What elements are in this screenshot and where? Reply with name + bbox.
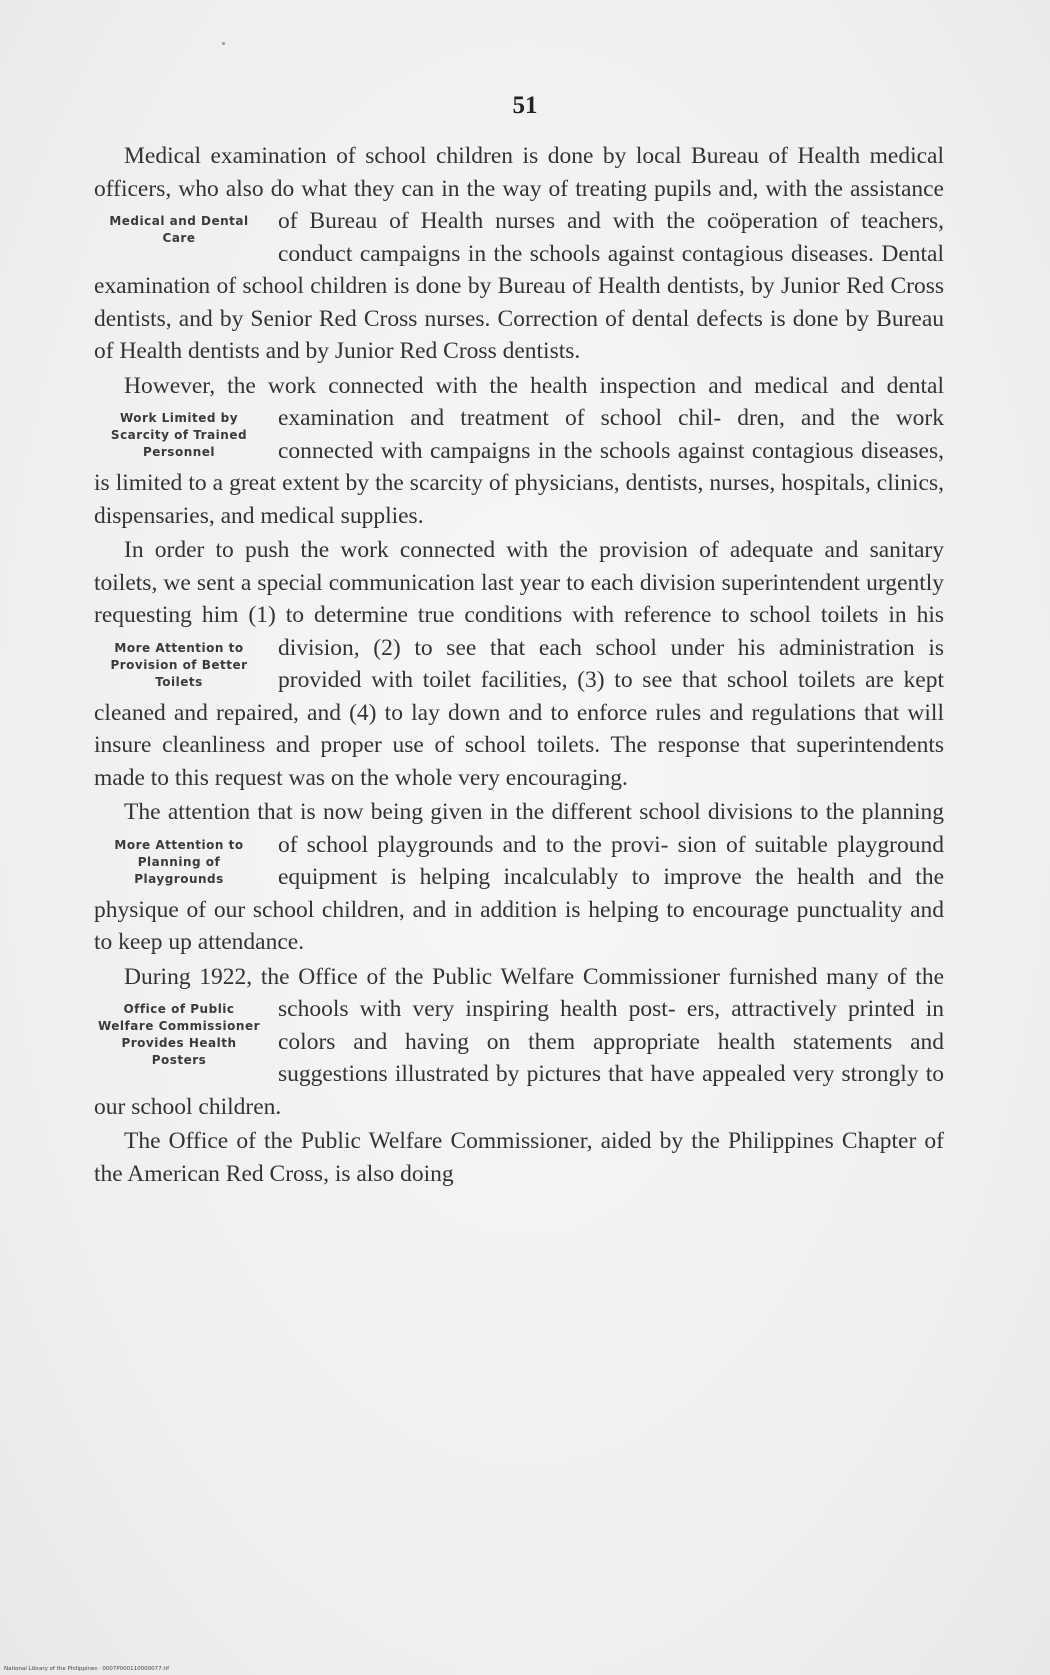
paragraph-text-lead: In order to push the work connected with the provision of adequate and sanitary toilets, we sent a special communication last year to each division superintendent urgently requesting him (1) to determine true conditions with reference to school bbox=[94, 537, 944, 628]
paragraph-medical-examination bbox=[94, 140, 944, 368]
paragraph-text-continuation: dren, and the work connected with campaigns in the schools against contagious diseases, is limited to a great extent by the scarcity of physicians, dentists, nurses, hospitals, clinics, dispensaries, and medical supplies. bbox=[94, 405, 944, 529]
paragraph-red-cross bbox=[94, 1125, 944, 1190]
page-number: 51 bbox=[512, 92, 538, 119]
paragraph-text-lead: However, the work connected with the health inspection and medical and dental examination and treatment of school chil- bbox=[124, 372, 944, 431]
paragraph-text-continuation: nurses and with the coöperation of teachers, conduct campaigns in the schools against contagious diseases. Dental examination of school children is done by Bureau of Health dentists, by Junior Red Cross dentists, and by Senior Red Cross nurses. Correction of dental defects is done by Bureau of Health dentists and by Junior Red Cross dentists. bbox=[94, 208, 945, 364]
margin-note-health-posters: Office of Public Welfare Commissioner Provides Health Posters bbox=[97, 1002, 261, 1067]
margin-note-work-limited: Work Limited by Scarcity of Trained Personnel bbox=[110, 411, 248, 459]
body-text bbox=[94, 140, 944, 1192]
margin-note-playgrounds: More Attention to Planning of Playgrounds bbox=[114, 837, 244, 886]
paper-speck bbox=[222, 42, 225, 45]
scan-footer: National Library of the Philippines · 0007P000110000077.tif bbox=[4, 1666, 170, 1672]
paragraph-text-continuation: sion of suitable playground equipment is helping incalculably to improve the health and the physique of our school children, and in addition is helping to encourage punctuality and to keep up attendance. bbox=[94, 831, 944, 955]
paragraph-text-continuation: ers, attractively printed in colors and having on them appropriate health statements and suggestions illustrated by pictures that have appealed very strongly to our school children. bbox=[94, 996, 945, 1120]
paragraph-playgrounds bbox=[94, 796, 944, 959]
paragraph-work-limited bbox=[94, 370, 944, 533]
paragraph-health-posters bbox=[94, 961, 944, 1124]
margin-note-better-toilets: More Attention to Provision of Better Toilets bbox=[110, 640, 248, 689]
paragraph-text-lead: The Office of the Public Welfare Commissioner, aided by the Philippines Chapter of the American Red Cross, is also doing bbox=[94, 1128, 944, 1187]
paragraph-text-lead: During 1922, the Office of the Public Welfare Commissioner furnished many of the schools with very inspiring health post- bbox=[124, 963, 944, 1022]
paragraph-text-lead: The attention that is now being given in the different school divisions to the planning of school playgrounds and to the provi- bbox=[124, 799, 944, 858]
paragraph-text-lead: Medical examination of school children is done by local Bureau of Health medical officers, who also do what they can in the way of treating pupils and, with the assistance of Bureau of Health bbox=[94, 143, 944, 234]
paragraph-text-continuation: toilets in his division, (2) to see that each school under his administration is provided with toilet facilities, (3) to see that school toilets are kept cleaned and repaired, and (4) to lay down and to enforce rules and regulations that will insure cleanliness and proper use of school toilets. The response that superintendents made to this request was on the whole very encouraging. bbox=[94, 602, 944, 791]
paragraph-toilets bbox=[94, 534, 944, 794]
margin-note-medical-dental-care: Medical and Dental Care bbox=[109, 214, 249, 245]
